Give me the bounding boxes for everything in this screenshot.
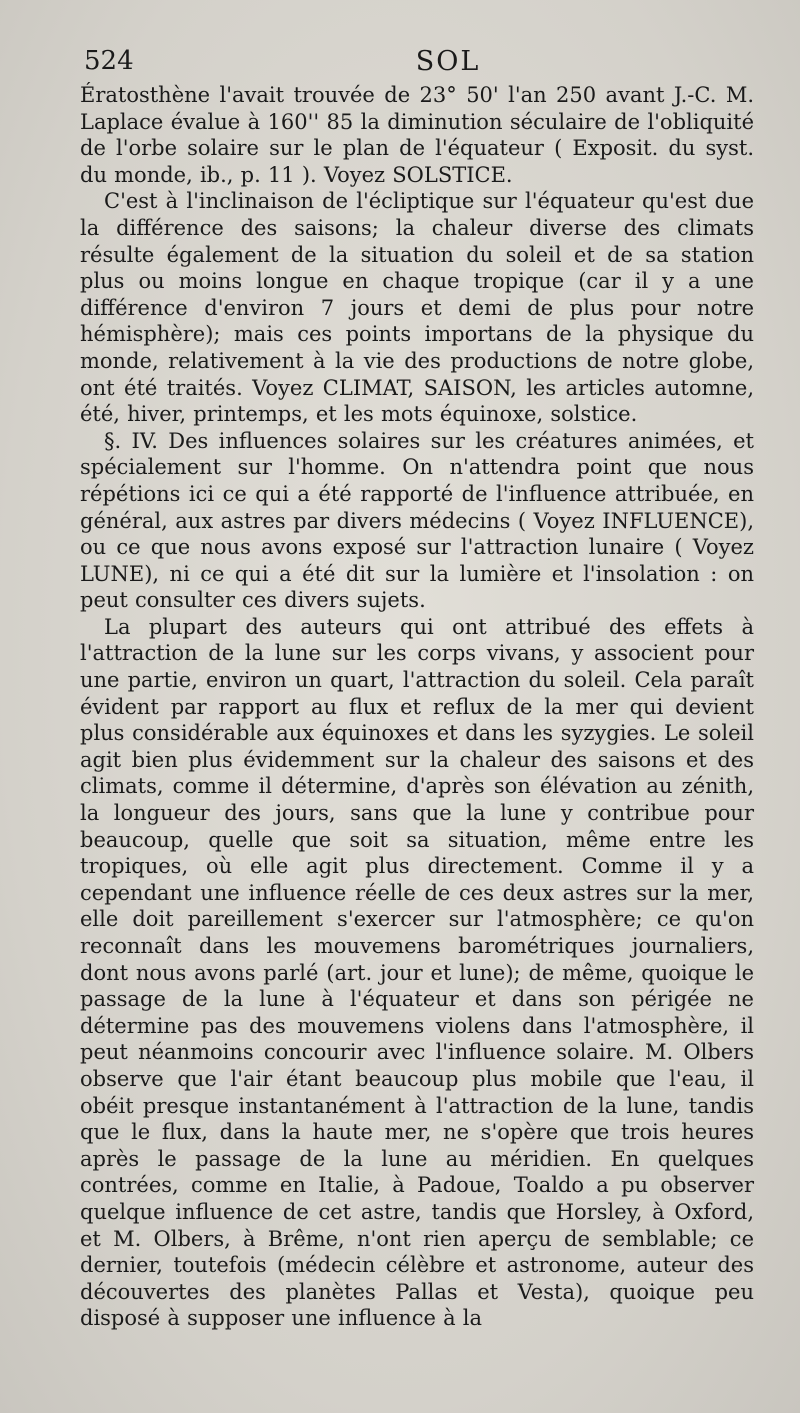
running-head: SOL xyxy=(415,46,481,77)
paragraph-4: La plupart des auteurs qui ont attribué des effets à l'attraction de la lune sur les corps vivans, y associent pour une partie, environ un quart, l'attraction du soleil. Cela paraît évident par rapport au flux et reflux de la mer qui devient plus considérable aux équinoxes et dans les syzygies. Le soleil agit bien plus évidemment sur la chaleur des saisons et des climats, comme il détermine, d'après son élévation au zénith, la longueur des jours, sans que la lune y contribue pour beaucoup, quelle que soit sa situation, même entre les tropiques, où elle agit plus directement. Comme il y a cependant une influence réelle de ces deux astres sur la mer, elle doit pareillement s'exercer sur l'atmosphère; ce qu'on reconnaît dans les mouvemens barométriques journaliers, dont nous avons parlé (art. jour et lune); de même, quoique le passage de la lune à l'équateur et dans son périgée ne détermine pas des mouvemens violens dans l'atmosphère, il peut néanmoins concourir avec l'influence solaire. M. Olbers observe que l'air étant beaucoup plus mobile que l'eau, il obéit presque instantanément à l'attraction de la lune, tandis que le flux, dans la haute mer, ne s'opère que trois heures après le passage de la lune au méridien. En quelques contrées, comme en Italie, à Padoue, Toaldo a pu observer quelque influence de cet astre, tandis que Horsley, à Oxford, et M. Olbers, à Brême, n'ont rien aperçu de semblable; ce dernier, toutefois (médecin célèbre et astronome, auteur des découvertes des planètes Pallas et Vesta), quoique peu disposé à supposer une influence à la xyxy=(80,614,754,1331)
body-text xyxy=(80,82,754,1332)
paragraph-2: C'est à l'inclinaison de l'écliptique sur l'équateur qu'est due la différence des saisons; la chaleur diverse des climats résulte également de la situation du soleil et de sa station plus ou moins longue en chaque tropique (car il y a une différence d'environ 7 jours et demi de plus pour notre hémisphère); mais ces points importans de la physique du monde, relativement à la vie des productions de notre globe, ont été traités. Voyez CLIMAT, SAISON, les articles automne, été, hiver, printemps, et les mots équinoxe, solstice. xyxy=(80,189,754,427)
page-header xyxy=(84,46,752,82)
page-number: 524 xyxy=(84,46,134,76)
paragraph-1: Ératosthène l'avait trouvée de 23° 50' l'an 250 avant J.-C. M. Laplace évalue à 160'' 85 la diminution séculaire de l'obliquité de l'orbe solaire sur le plan de l'équateur ( Exposit. du syst. du monde, ib., p. 11 ). Voyez SOLSTICE. xyxy=(80,83,754,187)
paragraph-3: §. IV. Des influences solaires sur les créatures animées, et spécialement sur l'homme. On n'attendra point que nous répétions ici ce qui a été rapporté de l'influence attribuée, en général, aux astres par divers médecins ( Voyez INFLUENCE), ou ce que nous avons exposé sur l'attraction lunaire ( Voyez LUNE), ni ce qui a été dit sur la lumière et l'insolation : on peut consulter ces divers sujets. xyxy=(80,428,754,613)
